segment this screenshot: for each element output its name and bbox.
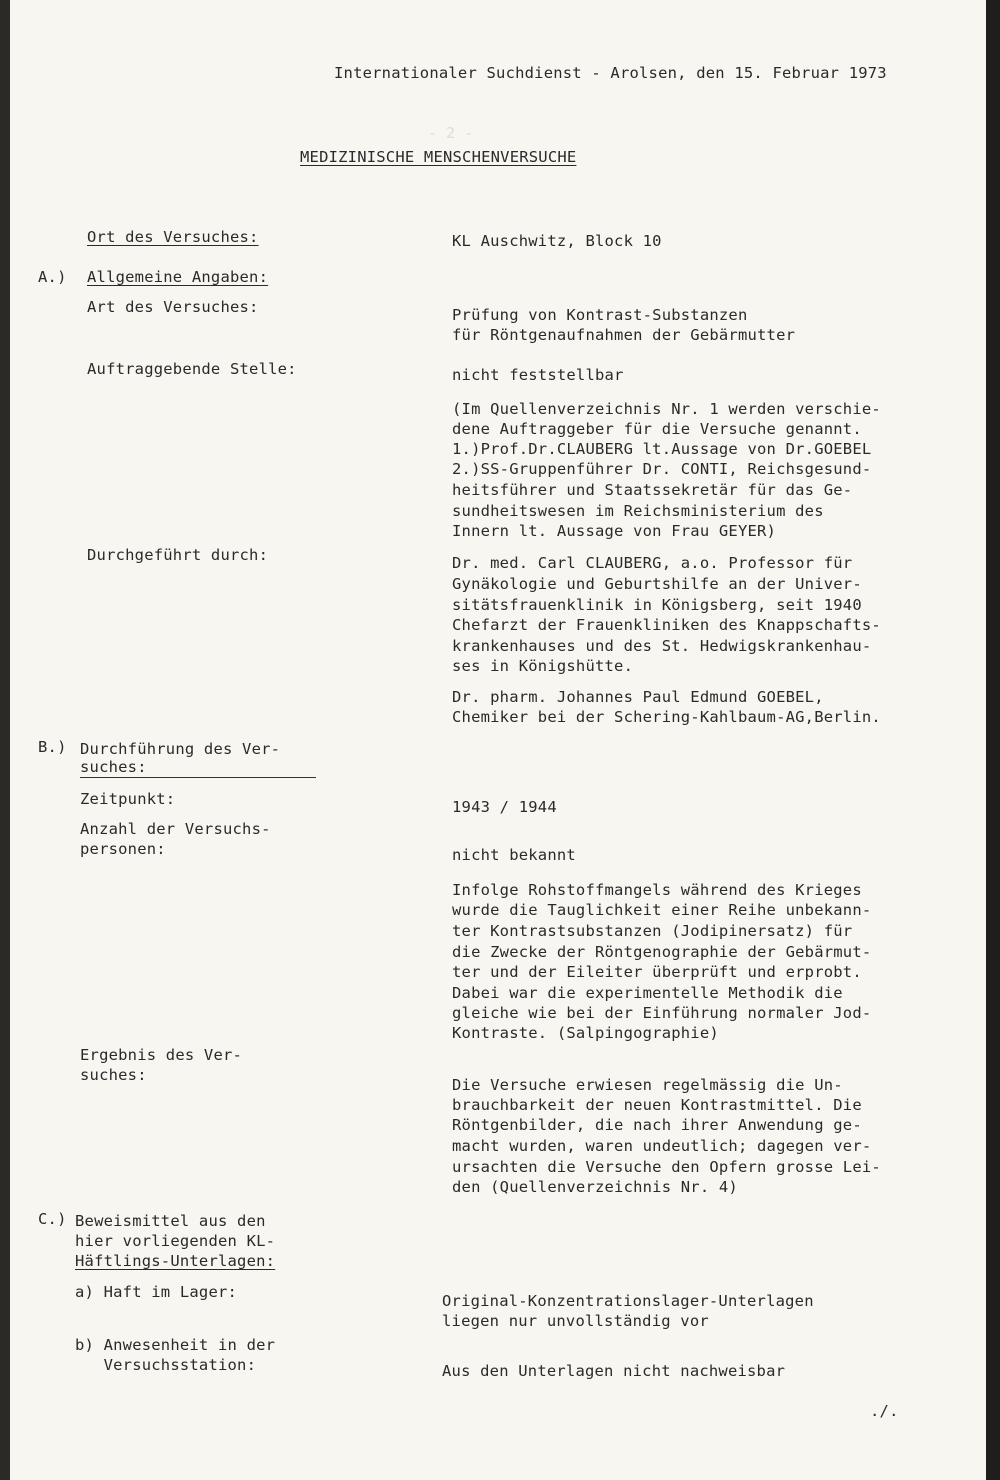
zeit-label: Zeitpunkt: [80, 790, 176, 808]
durch-value-line: Dr. med. Carl CLAUBERG, a.o. Professor für [452, 554, 853, 572]
anzahl-value: nicht bekannt [452, 846, 576, 864]
art-value-line: für Röntgenaufnahmen der Gebärmutter [452, 326, 796, 344]
durch-value-line: krankenhauses und des St. Hedwigskrankenhau- [452, 637, 872, 655]
ergebnis-value-line: brauchbarkeit der neuen Kontrastmittel. Die [452, 1096, 862, 1114]
ergebnis-label-line: Ergebnis des Ver- [80, 1046, 243, 1064]
section-b-marker: B.) [38, 738, 67, 756]
haft-value-line: liegen nur unvollständig vor [442, 1312, 709, 1330]
anzahl-note-line: Kontraste. (Salpingographie) [452, 1024, 719, 1042]
zeit-value: 1943 / 1944 [452, 798, 557, 816]
header-location-date: Internationaler Suchdienst - Arolsen, den 15. Februar 1973 [334, 64, 887, 82]
anzahl-note-line: ter Kontrastsubstanzen (Jodipinersatz) für [452, 922, 853, 940]
stelle-note-line: heitsführer und Staatssekretär für das Ge- [452, 481, 853, 499]
stelle-note-line: 1.)Prof.Dr.CLAUBERG lt.Aussage von Dr.GOEBEL [452, 440, 872, 458]
ergebnis-value-line: ursachten die Versuche den Opfern grosse Lei- [452, 1158, 881, 1176]
anzahl-label-line: personen: [80, 840, 166, 858]
haft-value-line: Original-Konzentrationslager-Unterlagen [442, 1292, 814, 1310]
durch-value-line: Gynäkologie und Geburtshilfe an der Univer- [452, 575, 862, 593]
binding-edge [0, 0, 10, 1480]
durch-value-line: ses in Königshütte. [452, 657, 634, 675]
section-b-underline [80, 777, 316, 778]
ergebnis-value-line: den (Quellenverzeichnis Nr. 4) [452, 1178, 738, 1196]
section-a-heading: Allgemeine Angaben: [87, 268, 269, 286]
ort-value: KL Auschwitz, Block 10 [452, 232, 662, 250]
stelle-label: Auftraggebende Stelle: [87, 360, 297, 378]
anzahl-note-line: wurde die Tauglichkeit einer Reihe unbekann- [452, 901, 872, 919]
anzahl-note-line: gleiche wie bei der Einführung normaler Jod- [452, 1004, 872, 1022]
stelle-note-line: dene Auftraggeber für die Versuche genannt. [452, 420, 862, 438]
durch-value-line: Chemiker bei der Schering-Kahlbaum-AG,Berlin. [452, 708, 881, 726]
stelle-value: nicht feststellbar [452, 366, 624, 384]
ergebnis-value-line: Röntgenbilder, die nach ihrer Anwendung ge- [452, 1116, 862, 1134]
ergebnis-value-line: macht wurden, waren undeutlich; dagegen ver- [452, 1137, 872, 1155]
ort-label: Ort des Versuches: [87, 228, 259, 246]
section-c-heading-line: hier vorliegenden KL- [75, 1232, 276, 1250]
anzahl-note-line: die Zwecke der Röntgenographie der Gebärmut- [452, 943, 872, 961]
anwesenheit-value: Aus den Unterlagen nicht nachweisbar [442, 1362, 786, 1380]
document-title: MEDIZINISCHE MENSCHENVERSUCHE [300, 148, 577, 166]
stelle-note-line: Innern lt. Aussage von Frau GEYER) [452, 522, 777, 540]
ergebnis-label-line: suches: [80, 1066, 147, 1084]
anzahl-label-line: Anzahl der Versuchs- [80, 820, 271, 838]
section-c-marker: C.) [38, 1210, 67, 1228]
section-b-heading-line: Durchführung des Ver- [80, 740, 281, 758]
show-through-mark: - 2 - [428, 124, 474, 142]
stelle-note-line: sundheitswesen im Reichsministerium des [452, 502, 824, 520]
anwesenheit-label-line: b) Anwesenheit in der [75, 1336, 276, 1354]
durch-value-line: Dr. pharm. Johannes Paul Edmund GOEBEL, [452, 688, 824, 706]
ergebnis-value-line: Die Versuche erwiesen regelmässig die Un- [452, 1076, 843, 1094]
stelle-note-line: 2.)SS-Gruppenführer Dr. CONTI, Reichsgesund- [452, 460, 872, 478]
durch-value-line: sitätsfrauenklinik in Königsberg, seit 1940 [452, 596, 862, 614]
anzahl-note-line: Dabei war die experimentelle Methodik die [452, 984, 843, 1002]
section-c-heading-line: Beweismittel aus den [75, 1212, 266, 1230]
continuation-mark: ./. [870, 1402, 899, 1420]
art-value-line: Prüfung von Kontrast-Substanzen [452, 306, 748, 324]
durch-label: Durchgeführt durch: [87, 546, 269, 564]
section-a-marker: A.) [38, 268, 67, 286]
haft-label: a) Haft im Lager: [75, 1283, 238, 1301]
art-label: Art des Versuches: [87, 298, 259, 316]
section-b-heading-line: suches: [80, 758, 147, 776]
anzahl-note-line: Infolge Rohstoffmangels während des Krieges [452, 881, 862, 899]
durch-value-line: Chefarzt der Frauenkliniken des Knappschafts- [452, 616, 881, 634]
stelle-note-line: (Im Quellenverzeichnis Nr. 1 werden verschie- [452, 400, 881, 418]
section-c-heading-line: Häftlings-Unterlagen: [75, 1252, 276, 1270]
anzahl-note-line: ter und der Eileiter überprüft und erprobt. [452, 963, 862, 981]
anwesenheit-label-line: Versuchsstation: [75, 1356, 257, 1374]
